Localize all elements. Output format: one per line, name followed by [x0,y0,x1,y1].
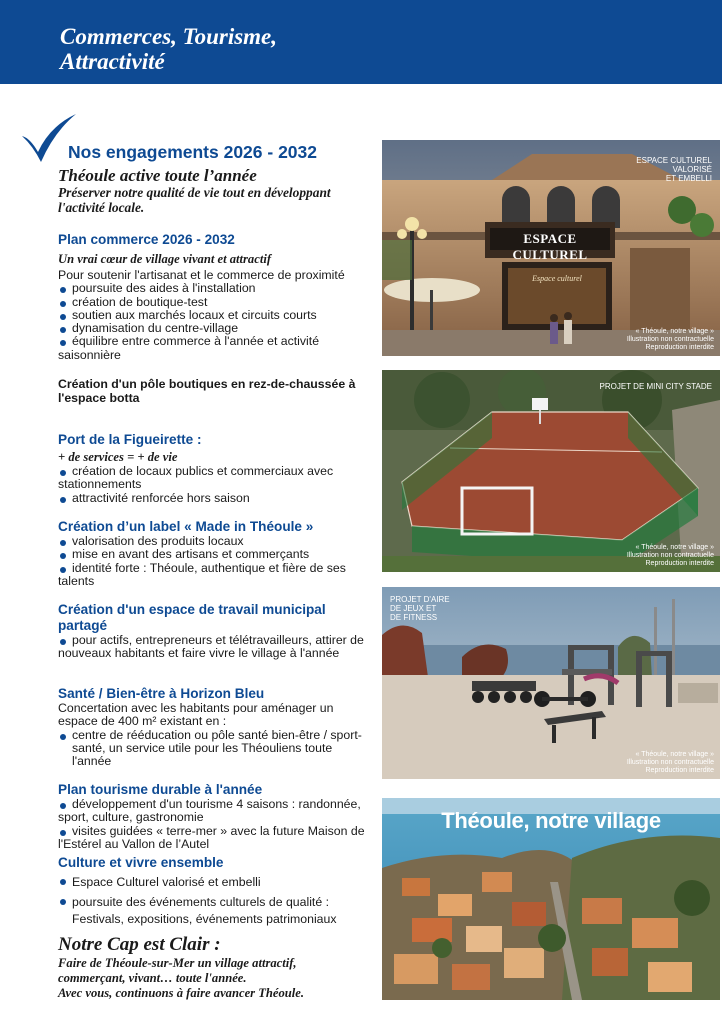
conclusion-line: commerçant, vivant… toute l'année. [58,971,247,985]
conclusion-title: Notre Cap est Clair : [58,934,221,955]
pole-boutiques-text: Création d'un pôle boutiques en rez-de-chaussée à l'espace botta [58,377,356,405]
coworking-heading: Création d'un espace de travail municipal partagé [58,602,326,633]
port-list [58,465,368,505]
sante-section [58,686,368,768]
tourisme-list [58,798,368,851]
city-stade-illustration [382,370,720,572]
plan-commerce-tagline: Un vrai cœur de village vivant et attractif [58,252,272,266]
plan-commerce-section [58,232,368,362]
conclusion-section [58,934,378,1001]
list-item: visites guidées « terre-mer » avec la future Maison de l'Estérel au Vallon de l’Autel [58,825,368,852]
list-item: dynamisation du centre-village [58,322,368,335]
list-item: création de locaux publics et commerciaux avec stationnements [58,465,368,492]
list-item: mise en avant des artisans et commerçants [58,548,368,561]
coworking-section [58,602,368,661]
tourisme-heading: Plan tourisme durable à l'année [58,782,263,797]
espace-culturel-caption: ESPACE CULTUREL VALORISÉ ET EMBELLI [636,156,712,183]
fitness-caption: PROJET D'AIRE DE JEUX ET DE FITNESS [390,595,450,622]
port-heading: Port de la Figueirette : [58,432,202,447]
espace-culturel-sign: ESPACE CULTUREL [512,231,588,262]
tourisme-section [58,782,368,851]
plan-commerce-heading: Plan commerce 2026 - 2032 [58,232,235,247]
village-photo [382,798,720,1000]
label-section [58,519,368,588]
list-item: centre de rééducation ou pôle santé bien-être / sport-santé, un service utile pour les Théouliens toute l'année [58,729,368,769]
list-item: poursuite des événements culturels de qualité : Festivals, expositions, événements patrimoniaux [58,894,368,928]
village-title: Théoule, notre village [441,808,661,833]
list-item: Espace Culturel valorisé et embelli [58,874,368,891]
port-section [58,432,368,505]
header-banner [0,0,722,84]
list-item: création de boutique-test [58,296,368,309]
list-item: poursuite des aides à l'installation [58,282,368,295]
espace-culturel-photo [382,140,720,356]
conclusion-line: Avec vous, continuons à faire avancer Théoule. [58,986,305,1000]
sante-list [58,729,368,769]
list-item: valorisation des produits locaux [58,535,368,548]
espace-culturel-note: « Théoule, notre village » Illustration non contractuelle Reproduction interdite [626,328,714,351]
list-item: développement d'un tourisme 4 saisons : randonnée, sport, culture, gastronomie [58,798,368,825]
port-tagline: + de services = + de vie [58,450,178,464]
list-item: pour actifs, entrepreneurs et télétravailleurs, attirer de nouveaux habitants et faire vivre le village à l'année [58,634,368,661]
list-item: soutien aux marchés locaux et circuits courts [58,309,368,322]
list-item: équilibre entre commerce à l'année et activité saisonnière [58,335,368,362]
intro-subtitle: Préserver notre qualité de vie tout en développant l'activité locale. [58,185,331,215]
list-item: identité forte : Théoule, authentique et fière de ses talents [58,562,368,589]
label-list [58,535,368,588]
conclusion-line: Faire de Théoule-sur-Mer un village attractif, [58,956,297,970]
culture-heading: Culture et vivre ensemble [58,855,224,870]
sante-heading: Santé / Bien-être à Horizon Bleu [58,686,265,701]
intro-block [58,166,368,215]
page-title: Commerces, Tourisme, Attractivité [60,24,278,74]
fitness-photo [382,587,720,779]
fitness-note: « Théoule, notre village » Illustration non contractuelle Reproduction interdite [626,751,714,774]
culture-section [58,855,368,928]
plan-commerce-intro: Pour soutenir l'artisanat et le commerce de proximité [58,268,345,282]
city-stade-photo [382,370,720,572]
commitments-heading: Nos engagements 2026 - 2032 [68,142,318,162]
city-stade-note: « Théoule, notre village » Illustration non contractuelle Reproduction interdite [626,544,714,567]
label-heading: Création d’un label « Made in Théoule » [58,519,314,534]
culture-list [58,874,368,928]
sante-intro: Concertation avec les habitants pour aménager un espace de 400 m² existant en : [58,701,334,729]
plan-commerce-list [58,282,368,362]
list-item: attractivité renforcée hors saison [58,492,368,505]
coworking-list [58,634,368,661]
espace-culturel-small-sign: Espace culturel [532,274,582,283]
intro-title: Théoule active toute l’année [58,166,257,185]
city-stade-caption: PROJET DE MINI CITY STADE [599,382,712,391]
